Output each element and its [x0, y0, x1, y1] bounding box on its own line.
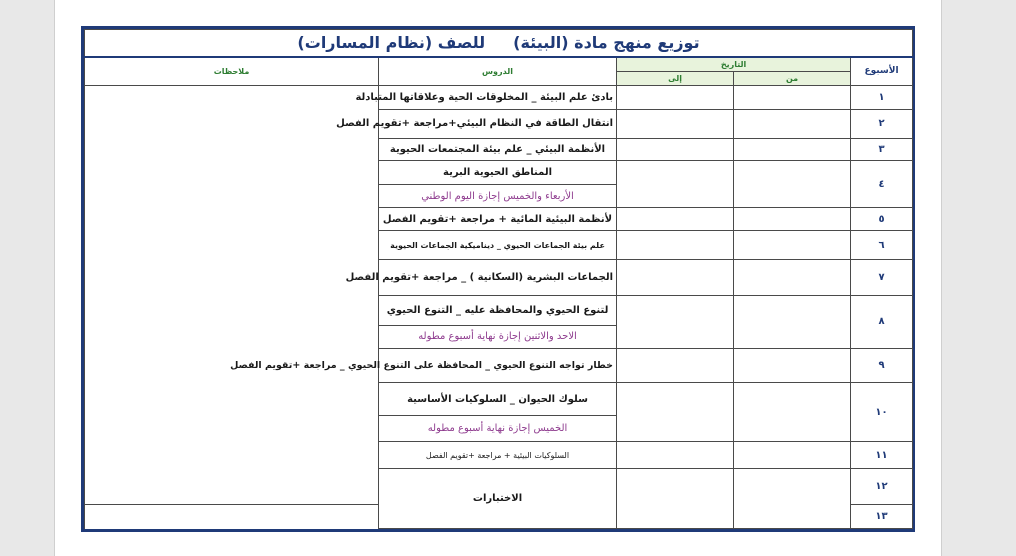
- curriculum-table: [84, 29, 913, 529]
- page-title: [85, 30, 913, 57]
- week-number: ٨: [851, 295, 913, 348]
- lesson-cell: لأنظمة البيئية المائية + مراجعة +تقويم الفصل: [379, 208, 617, 231]
- table-frame: [81, 26, 915, 532]
- week-number: ١٢: [851, 468, 913, 504]
- date-to-cell[interactable]: [617, 231, 734, 259]
- date-to-cell[interactable]: [617, 349, 734, 383]
- title-grade: للصف (نظام المسارات): [297, 33, 486, 53]
- holiday-note: الأربعاء والخميس إجازة اليوم الوطني: [379, 185, 617, 208]
- week-number: ١: [851, 85, 913, 109]
- lesson-cell: سلوك الحيوان _ السلوكيات الأساسية: [379, 383, 617, 416]
- title-main: توزيع منهج مادة (البيئة): [513, 33, 700, 53]
- week-number: ١١: [851, 442, 913, 468]
- week-number: ٥: [851, 208, 913, 231]
- week-number: ١٣: [851, 504, 913, 528]
- date-from-cell[interactable]: [734, 208, 851, 231]
- header-to: إلى: [617, 71, 734, 85]
- lesson-cell: لتنوع الحيوي والمحافظة عليه _ التنوع الحيوي: [379, 295, 617, 325]
- lesson-cell: السلوكيات البيئية + مراجعة +تقويم الفصل: [379, 442, 617, 468]
- date-to-cell[interactable]: [617, 109, 734, 138]
- date-from-cell[interactable]: [734, 295, 851, 348]
- week-number: ٦: [851, 231, 913, 259]
- date-from-cell[interactable]: [734, 383, 851, 442]
- date-from-cell[interactable]: [734, 468, 851, 528]
- lesson-cell-exams: الاختبارات: [379, 468, 617, 528]
- header-lessons: الدروس: [379, 57, 617, 86]
- holiday-note: الخميس إجازة نهاية أسبوع مطوله: [379, 416, 617, 442]
- date-to-cell[interactable]: [617, 468, 734, 528]
- date-to-cell[interactable]: [617, 259, 734, 295]
- date-to-cell[interactable]: [617, 383, 734, 442]
- lesson-cell: المناطق الحيوية البرية: [379, 161, 617, 185]
- date-to-cell[interactable]: [617, 208, 734, 231]
- date-from-cell[interactable]: [734, 442, 851, 468]
- date-to-cell[interactable]: [617, 442, 734, 468]
- date-from-cell[interactable]: [734, 231, 851, 259]
- week-number: ٧: [851, 259, 913, 295]
- date-to-cell[interactable]: [617, 85, 734, 109]
- date-from-cell[interactable]: [734, 109, 851, 138]
- header-date: التاريخ: [617, 57, 851, 72]
- date-to-cell[interactable]: [617, 139, 734, 161]
- date-from-cell[interactable]: [734, 85, 851, 109]
- date-from-cell[interactable]: [734, 259, 851, 295]
- document-page: [54, 0, 942, 556]
- lesson-cell: الأنظمة البيئي _ علم بيئة المجتمعات الحيوية: [379, 139, 617, 161]
- week-number: ٩: [851, 349, 913, 383]
- header-from: من: [734, 71, 851, 85]
- week-number: ٢: [851, 109, 913, 138]
- header-week: الأسبوع: [851, 57, 913, 86]
- holiday-note: الاحد والاثنين إجازة نهاية أسبوع مطوله: [379, 325, 617, 348]
- lesson-cell: بادئ علم البيئة _ المخلوقات الحية وعلاقاتها المتبادلة: [379, 85, 617, 109]
- notes-cell[interactable]: [85, 85, 379, 504]
- date-to-cell[interactable]: [617, 295, 734, 348]
- header-notes: ملاحظات: [85, 57, 379, 86]
- lesson-cell: انتقال الطاقة في النظام البيئي+مراجعة +تقويم الفصل: [379, 109, 617, 138]
- date-to-cell[interactable]: [617, 161, 734, 208]
- lesson-cell: خطار تواجه التنوع الحيوي _ المحافظة على التنوع الحيوي _ مراجعة +تقويم الفصل: [379, 349, 617, 383]
- lesson-cell: الجماعات البشرية (السكانية ) _ مراجعة +تقويم الفصل: [379, 259, 617, 295]
- week-number: ١٠: [851, 383, 913, 442]
- date-from-cell[interactable]: [734, 349, 851, 383]
- date-from-cell[interactable]: [734, 161, 851, 208]
- date-from-cell[interactable]: [734, 139, 851, 161]
- week-number: ٤: [851, 161, 913, 208]
- week-number: ٣: [851, 139, 913, 161]
- table-row: [85, 85, 913, 109]
- lesson-cell: علم بيئة الجماعات الحيوي _ ديناميكية الجماعات الحيوية: [379, 231, 617, 259]
